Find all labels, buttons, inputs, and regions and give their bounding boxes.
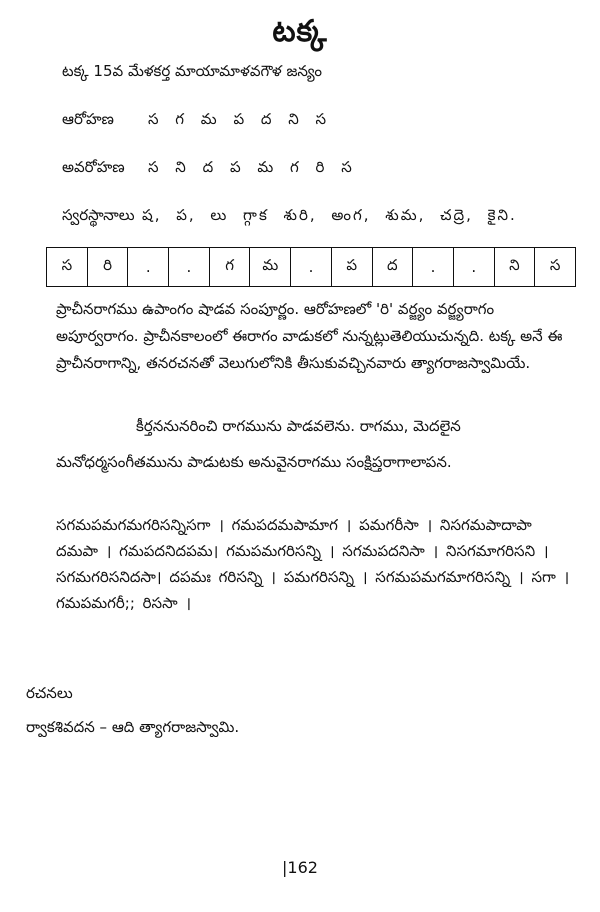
svara-cell: . [169,248,210,287]
composition-item: ర్వాకశివదన – ఆది త్యాగరాజస్వామి. [26,718,240,736]
svara-cell: . [453,248,494,287]
arohana-value: స గ మ ప ద ని స [148,110,333,128]
svara-cell: . [413,248,454,287]
svara-cell: ని [494,248,535,287]
svara-table-row [47,248,576,287]
raga-title: టక్క [272,14,328,49]
svara-table [46,247,576,287]
svarasthanalu-label: స్వరస్థానాలు [62,206,135,224]
svara-cell: రి [87,248,128,287]
svara-phrases: సగమపమగమగరిసన్నిసగా । గమపదమపామాగ । పమగరీసా । నిసగమపాదాపా దమపా । గమపదనిదపమ। గమపమగరిసన్ని । సగమపదనిసా । నిసగమాగరిసని । సగమగరిసనిదసా। దపమః గరిసన్ని । పమగరిసన్ని । సగమపమగమాగరిసన్ని । సగా । గమపమగరీ;; రిససా । [56,516,570,612]
arohana-line [62,110,332,132]
alapana-paragraph: కీర్తననునరించి రాగమును పాడవలెను. రాగము, మెదలైన మనోధర్మసంగీతమును పాడుటకు అనువైనరాగము సంక్షిప్తరాగాలాపన. [56,417,461,471]
svara-cell: గ [209,248,250,287]
description-paragraph: ప్రాచీనరాగము ఉపాంగం షాడవ సంపూర్ణం. ఆరోహణలో 'రి' వర్జ్యం వర్జ్యరాగం అపూర్వరాగం. ప్రాచీనకాలంలో ఈరాగం వాడుకలో నున్నట్లుతెలియుచున్నది. టక్క అనే ఈ ప్రాచీనరాగాన్ని, తనరచనతో వెలుగులోనికి తీసుకువచ్చినవారు త్యాగరాజస్వామియే. [56,300,563,372]
svara-cell: స [535,248,576,287]
svarasthanalu-line [62,206,517,228]
svara-cell: స [47,248,88,287]
arohana-label: ఆరోహణ [62,110,114,128]
svara-cell: . [128,248,169,287]
compositions-heading: రచనలు [26,684,73,702]
svara-cell: మ [250,248,291,287]
page-number: |162 [282,858,318,877]
svarasthanalu-value: ష, ప, లు గ్గాక శురి, అంగ, శుమ, చద్రె, కైని. [142,206,517,224]
avarohana-line [62,158,358,180]
avarohana-label: అవరోహణ [62,158,125,176]
melakarta-line: టక్క 15వ మేళకర్త మాయామాళవగౌళ జన్యం [62,62,322,80]
avarohana-value: స ని ద ప మ గ రి స [148,158,358,176]
svara-cell: ప [331,248,372,287]
svara-cell: ద [372,248,413,287]
svara-cell: . [291,248,332,287]
